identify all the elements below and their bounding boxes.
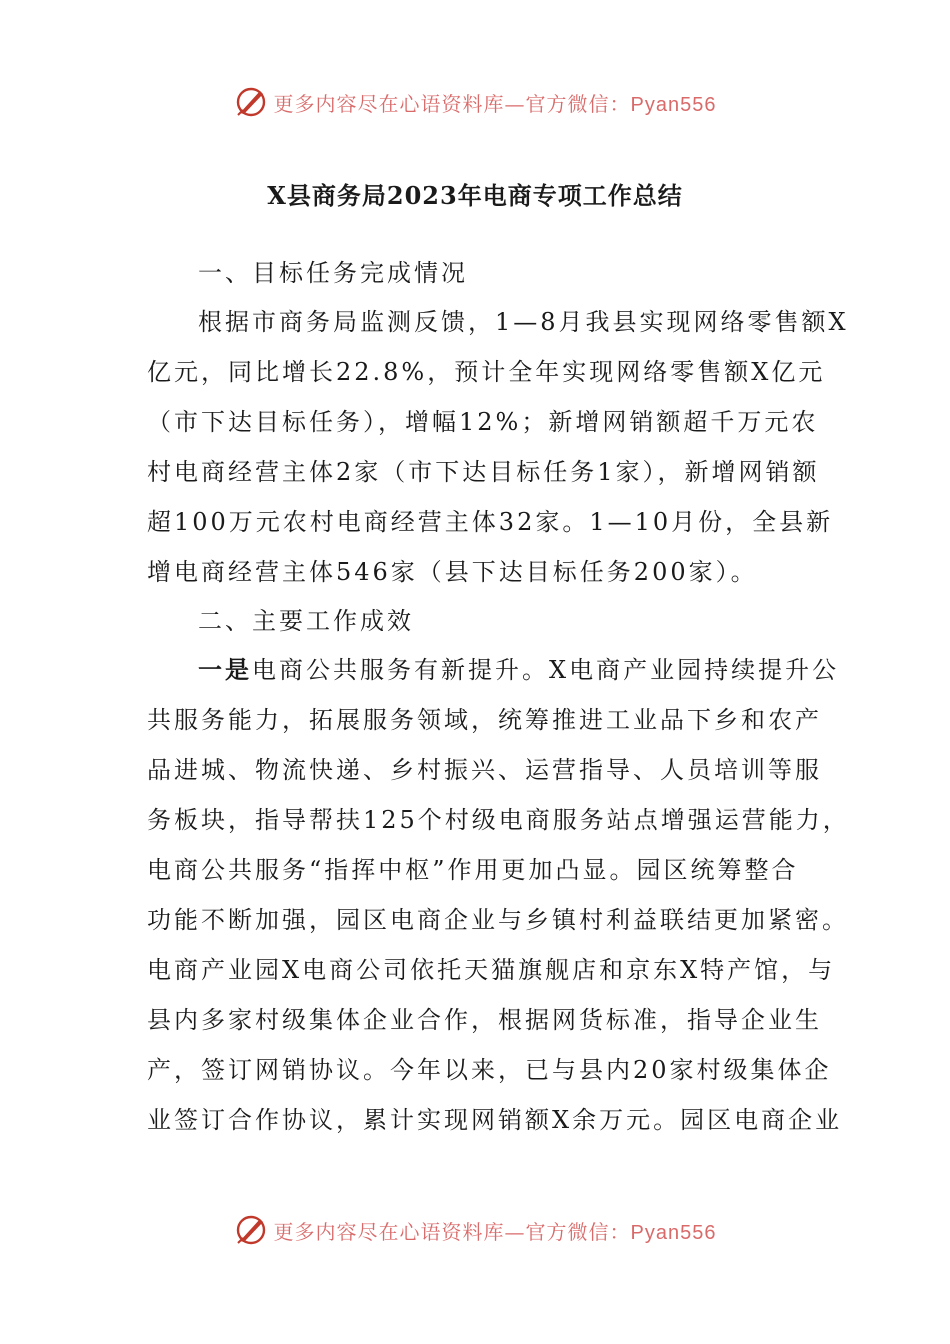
paragraph-line: 县内多家村级集体企业合作，根据网货标准，指导企业生 bbox=[147, 1006, 822, 1034]
paragraph-line: 村电商经营主体2家（市下达目标任务1家），新增网销额 bbox=[147, 458, 820, 486]
paragraph-line: 务板块，指导帮扶125个村级电商服务站点增强运营能力， bbox=[147, 806, 850, 834]
section2-paragraph bbox=[147, 645, 850, 1145]
quill-logo-icon bbox=[234, 85, 268, 119]
footer-banner-text bbox=[274, 1216, 717, 1245]
paragraph-line: 根据市商务局监测反馈，1—8月我县实现网络零售额X bbox=[198, 308, 849, 336]
header-banner-text bbox=[274, 88, 717, 117]
quill-logo-icon bbox=[234, 1213, 268, 1247]
paragraph-line-text: 电商公共服务有新提升。X电商产业园持续提升公 bbox=[252, 656, 840, 684]
footer-banner-label: 更多内容尽在心语资料库—官方微信： bbox=[273, 1219, 631, 1244]
paragraph-line bbox=[147, 645, 840, 695]
header-banner-label: 更多内容尽在心语资料库—官方微信： bbox=[273, 91, 631, 116]
footer-banner bbox=[0, 1210, 950, 1250]
paragraph-line: 增电商经营主体546家（县下达目标任务200家）。 bbox=[147, 558, 758, 586]
paragraph-line: 亿元，同比增长22.8%，预计全年实现网络零售额X亿元 bbox=[147, 358, 826, 386]
paragraph-line: 产，签订网销协议。今年以来，已与县内20家村级集体企 bbox=[147, 1056, 832, 1084]
paragraph-line: 功能不断加强，园区电商企业与乡镇村利益联结更加紧密。 bbox=[147, 906, 849, 934]
section2-heading: 二、主要工作成效 bbox=[198, 607, 414, 635]
paragraph-line: 电商公共服务“指挥中枢”作用更加凸显。园区统筹整合 bbox=[147, 856, 799, 884]
bold-lead: 一是 bbox=[198, 655, 252, 684]
paragraph-line: 超100万元农村电商经营主体32家。1—10月份，全县新 bbox=[147, 508, 834, 536]
paragraph-line: 电商产业园X电商公司依托天猫旗舰店和京东X特产馆，与 bbox=[147, 956, 836, 984]
paragraph-line: 业签订合作协议，累计实现网销额X余万元。园区电商企业 bbox=[147, 1106, 843, 1134]
section1-paragraph bbox=[147, 297, 849, 597]
document-title: X县商务局2023年电商专项工作总结 bbox=[267, 181, 683, 210]
paragraph-line: 品进城、物流快递、乡村振兴、运营指导、人员培训等服 bbox=[147, 756, 822, 784]
footer-wechat-id: Pyan556 bbox=[630, 1221, 717, 1244]
paragraph-line: 共服务能力，拓展服务领域，统筹推进工业品下乡和农产 bbox=[147, 706, 822, 734]
header-banner bbox=[0, 82, 950, 122]
header-wechat-id: Pyan556 bbox=[630, 93, 717, 116]
paragraph-line: （市下达目标任务），增幅12%；新增网销额超千万元农 bbox=[147, 408, 819, 436]
section1-heading: 一、目标任务完成情况 bbox=[198, 259, 468, 287]
